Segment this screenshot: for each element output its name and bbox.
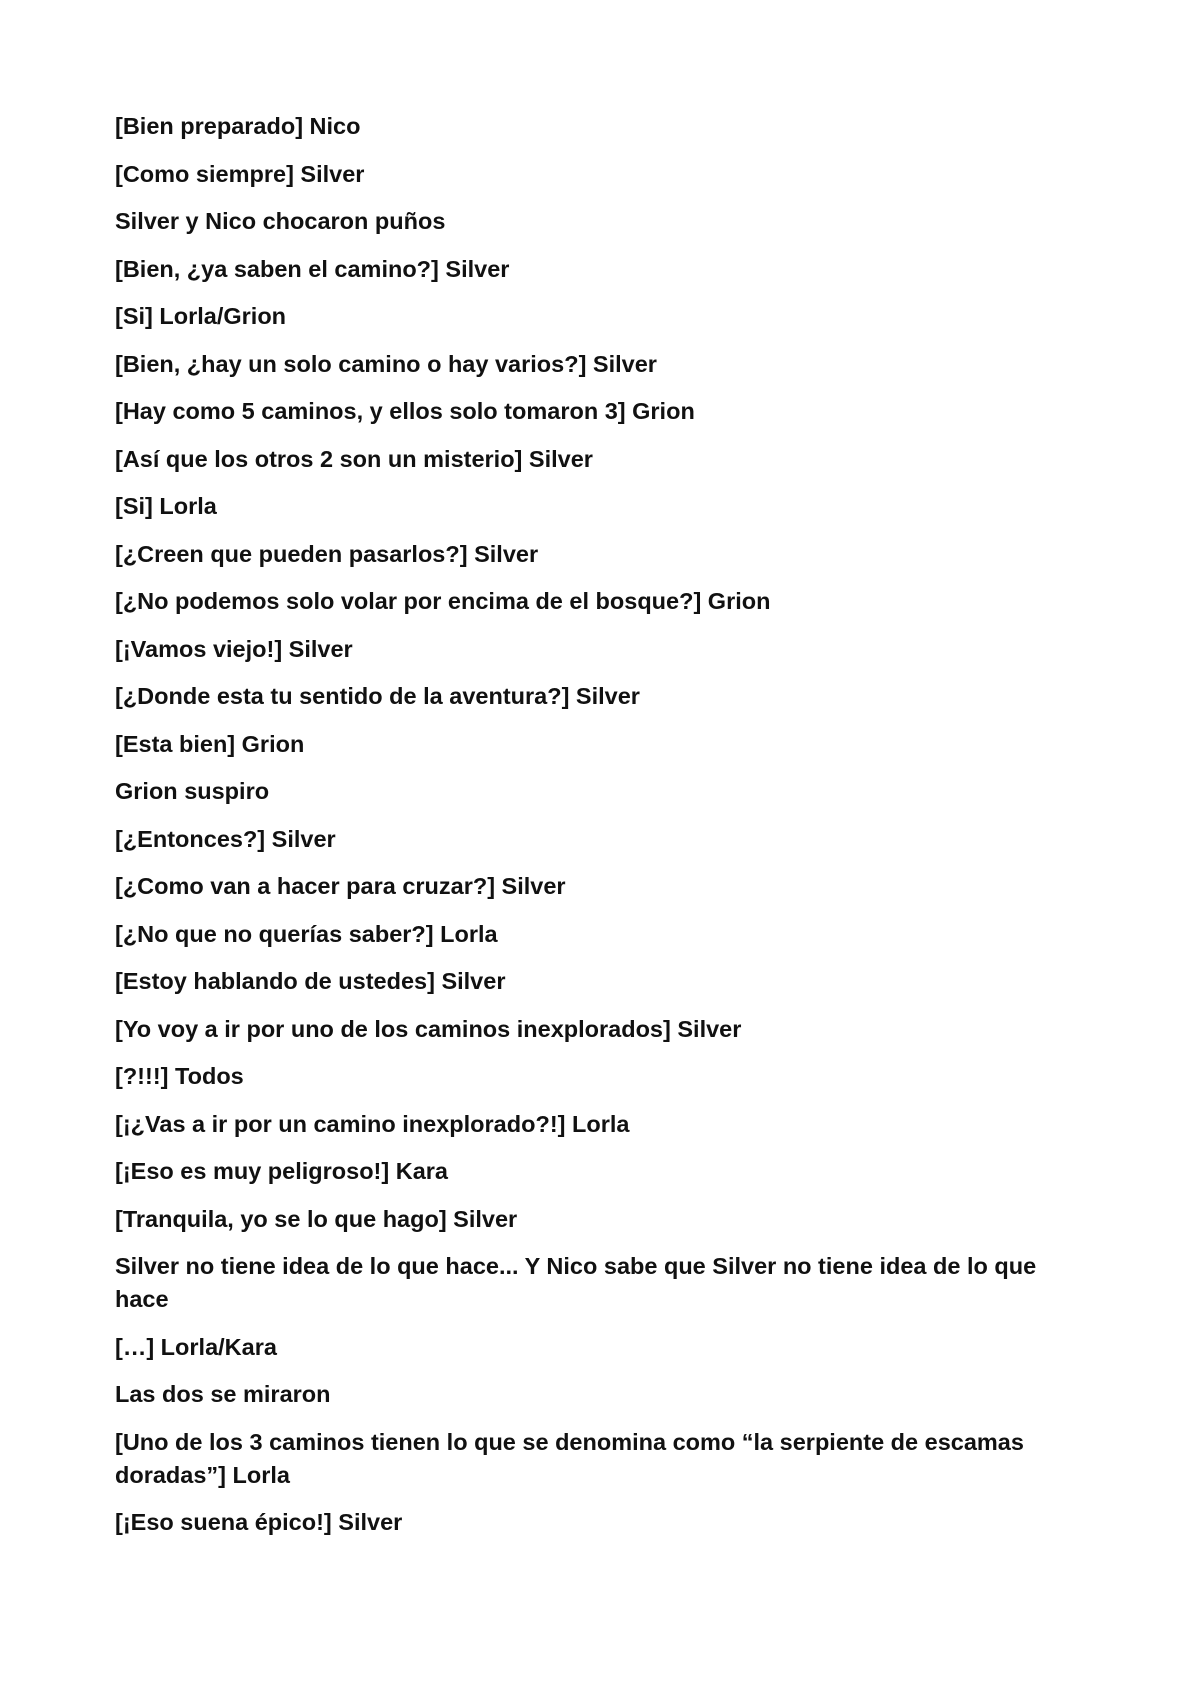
text-line: [Yo voy a ir por uno de los caminos inexplorados] Silver <box>115 1015 742 1042</box>
text-line: [?!!!] Todos <box>115 1063 244 1089</box>
text-line: [Hay como 5 caminos, y ellos solo tomaron 3] Grion <box>115 398 695 424</box>
text-line: [¡Eso es muy peligroso!] Kara <box>115 1158 448 1184</box>
text-line: Las dos se miraron <box>115 1381 331 1407</box>
text-line: [¡Eso suena épico!] Silver <box>115 1509 403 1535</box>
text-line: [¿Donde esta tu sentido de la aventura?] Silver <box>115 683 640 709</box>
text-line: [Bien, ¿hay un solo camino o hay varios?] Silver <box>115 350 657 377</box>
document-body <box>115 110 1075 1554</box>
text-line: [Tranquila, yo se lo que hago] Silver <box>115 1205 518 1232</box>
text-line: [¡¿Vas a ir por un camino inexplorado?!] Lorla <box>115 1110 630 1137</box>
text-line: [Esta bien] Grion <box>115 730 305 757</box>
text-line: [Si] Lorla/Grion <box>115 303 287 329</box>
text-line: [Bien preparado] Nico <box>115 113 361 139</box>
text-line: [Uno de los 3 caminos tienen lo que se denomina como “la serpiente de escamas doradas”] Lorla <box>115 1428 1024 1488</box>
text-line: Silver y Nico chocaron puños <box>115 208 446 234</box>
text-line: [¿Como van a hacer para cruzar?] Silver <box>115 873 566 899</box>
text-line: [Estoy hablando de ustedes] Silver <box>115 968 506 994</box>
text-line: Silver no tiene idea de lo que hace... Y Nico sabe que Silver no tiene idea de lo que hace <box>115 1253 1037 1312</box>
text-line: [Si] Lorla <box>115 493 217 519</box>
text-line: [¿Creen que pueden pasarlos?] Silver <box>115 540 539 567</box>
text-line: [¿No podemos solo volar por encima de el bosque?] Grion <box>115 588 771 614</box>
text-line: […] Lorla/Kara <box>115 1333 277 1360</box>
text-line: [¿No que no querías saber?] Lorla <box>115 920 498 947</box>
text-line: [Como siempre] Silver <box>115 160 365 187</box>
text-line: [Bien, ¿ya saben el camino?] Silver <box>115 255 510 282</box>
text-line: [¡Vamos viejo!] Silver <box>115 635 353 662</box>
text-line: Grion suspiro <box>115 778 270 804</box>
text-line: [¿Entonces?] Silver <box>115 825 336 852</box>
text-line: [Así que los otros 2 son un misterio] Silver <box>115 445 593 472</box>
